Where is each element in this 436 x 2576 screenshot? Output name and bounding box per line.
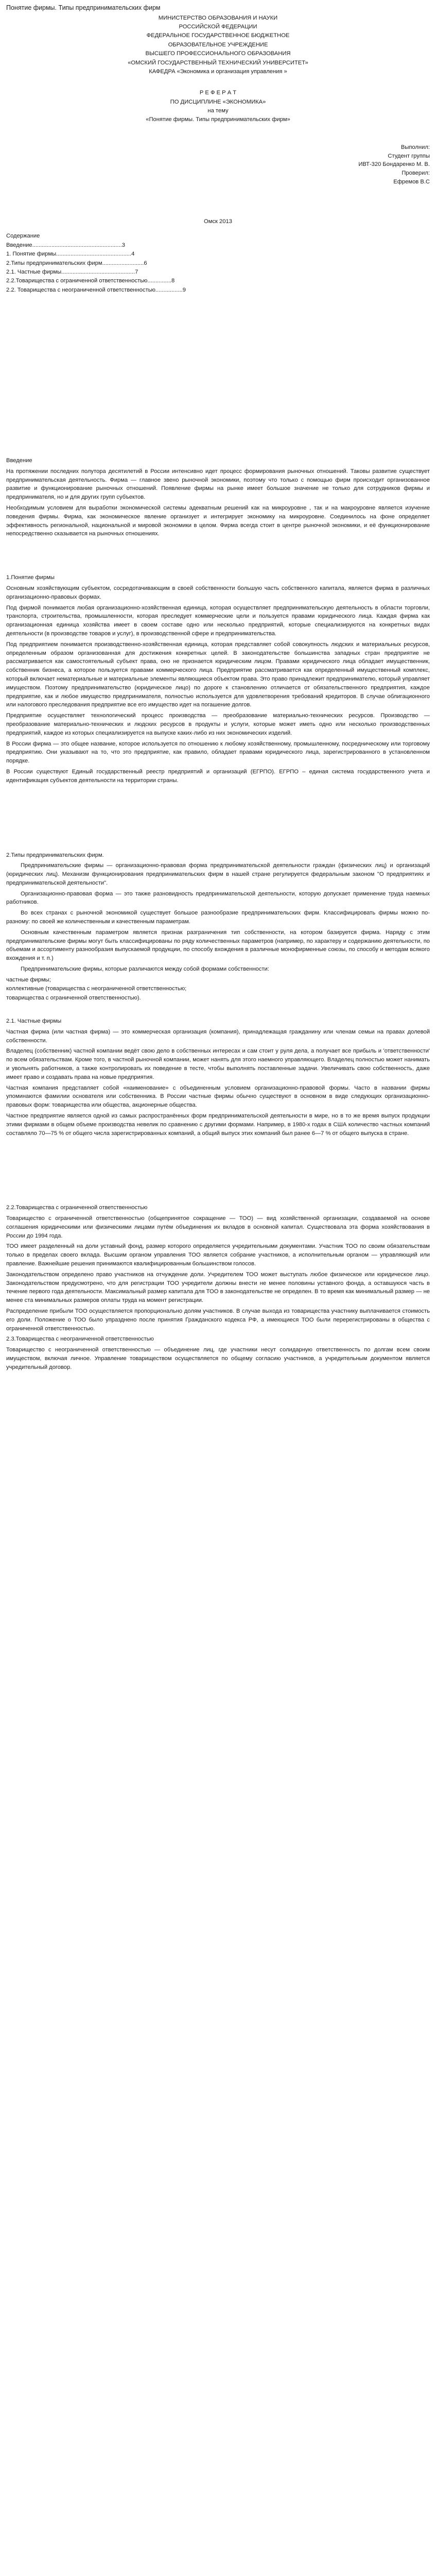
- section-2-2-heading: 2.2.Товарищества с ограниченной ответственностью: [6, 1205, 148, 1211]
- section-2-3: [6, 1335, 430, 1371]
- section-2-1-paragraph: Частное предприятие является одной из самых распространённых форм предпринимательской деятельности в мире, но в то же время выпуск продукции этими фирмами в общем объеме производства невелик по сравнению с другими формами. Например, в 1980-х годах в США количество частных компаний составляло 70—75 % от общего числа зарегистрированных компаний, а общий выпуск этих компаний был ранее 6—7 % от общего выпуска в стране.: [6, 1112, 430, 1137]
- section-2-2-paragraph: Распределение прибыли ТОО осуществляется пропорционально долям участников. В случае выхода из товарищества участнику выплачивается стоимость его доли. Положение о ТОО было упразднено после принятия Гражданского кодекса РФ, а имеющиеся ТОО были перерегистрированы в общества с ограниченной ответственностью.: [6, 1308, 430, 1332]
- checker-name: Ефремов В.С: [393, 178, 430, 185]
- list-item: коллективные (товарищества с неограниченной ответственностью;: [6, 986, 187, 992]
- city-year: Омск 2013: [204, 218, 232, 225]
- institution-line-1: ФЕДЕРАЛЬНОЕ ГОСУДАРСТВЕННОЕ БЮДЖЕТНОЕ: [146, 32, 290, 39]
- section-2-1-heading: 2.1. Частные фирмы: [6, 1018, 62, 1024]
- section-1-paragraph: Под фирмой понимается любая организационно-хозяйственная единица, которая осуществляет предпринимательскую деятельность в области торговли, транспорта, строительства, промышленности, которая преследует коммерческие цели и пользуется правами юридического лица. Каждая фирма как организационная единица хозяйства имеет в своем составе одно или несколько предприятий, которые специализируются на конкретных видах деятельности (в производстве товаров и услуг), в производственной сфере и предпринимательства.: [6, 604, 430, 637]
- title-page: [6, 14, 430, 226]
- university-line: «ОМСКИЙ ГОСУДАРСТВЕННЫЙ ТЕХНИЧЕСКИЙ УНИВЕРСИТЕТ»: [128, 59, 308, 66]
- toc-item: 2.1. Частные фирмы..............................................7: [6, 268, 138, 275]
- document-title: Понятие фирмы. Типы предпринимательских фирм: [6, 4, 161, 11]
- toc-heading: Содержание: [6, 233, 40, 240]
- section-2-1-paragraph: Владелец (собственник) частной компании ведёт свою дело в собственных интересах и сам стоит у руля дела, а получает все прибыль и 'ответственности' по всем обязательствам. Кроме того, в частной рыночной компании, может нанять для этого наемного управляющего. Владелец полностью может нанимать и увольнять работников, а также контролировать их поведение в тесте, чтобы выполнять поставленные задачи. Увеличивать свою собственность, даже имеет право и создавать права на новые предприятия.: [6, 1048, 430, 1080]
- toc-item: 2.Типы предпринимательских фирм..........................6: [6, 260, 147, 266]
- section-2-1-paragraph: Частная компания представляет собой «наименование» с объединенным условием организационно-правовой формы. Часто в названии фирмы упоминаются фамилии основателя или собственника. В России частные фирмы обычно существуют в основном в виде следующих организационно-правовых форм: товарищества или общества, акционерные общества.: [6, 1084, 430, 1109]
- section-2-3-paragraph: Товарищество с неограниченной ответственностью — объединение лиц, где участники несут солидарную ответственность по долгам всем своим имуществом, включая личное. Управление товариществом осуществляется по общему согласию участников, а учредительным документом является учредительный договор.: [6, 1347, 430, 1370]
- section-2-1: [6, 1017, 430, 1138]
- section-2-paragraph: Предпринимательские фирмы — организационно-правовая форма предпринимательской деятельности граждан (физических лиц) и организаций (юридических лиц). Механизм функционирования предпринимательских фирм в нашей стране регулируется федеральным законом "О предприятиях и предпринимательской деятельности".: [6, 862, 430, 886]
- list-item: частные фирмы;: [6, 976, 51, 983]
- intro-section: [6, 456, 430, 538]
- topic: «Понятие фирмы. Типы предпринимательских фирм»: [146, 116, 290, 123]
- section-2-2-paragraph: Законодательством определено право участников на отчуждение доли. Учредителем ТОО может выступать любое физическое или юридическое лицо. Законодательством предусмотрено, что для регистрации ТОО учредители должны внести не менее половины уставного фонда, а оставшуюся часть в течение первого года деятельности. Максимальный размер капитала для ТОО в законодательстве не определен. В то время как минимальный размер — не менее ста минимальных размеров оплаты труда на момент регистрации.: [6, 1271, 430, 1304]
- toc-item: 2.2.Товарищества с ограниченной ответственностью...............8: [6, 278, 175, 284]
- topic-label: на тему: [207, 107, 229, 114]
- performed-label: Выполнил:: [400, 144, 430, 150]
- toc-item: 2.2. Товарищества с неограниченной ответственностью.................9: [6, 286, 186, 293]
- section-2-2-paragraph: ТОО имеет разделенный на доли уставный фонд, размер которого определяется учредительными документами. Участник ТОО по своим обязательствам только в пределах своего вклада. Высшим органом управления ТОО является собрание участников, а исполнительным органом — управляющий или правление. Важнейшие решения принимаются квалифицированным большинством голосов.: [6, 1243, 430, 1267]
- section-1-heading: 1.Понятие фирмы: [6, 574, 55, 581]
- intro-paragraph: Необходимым условием для выработки экономической системы адекватным решений как на микроуровне , так и на макроуровне является изучение поведения фирмы. Фирма, как экономическое явление организует и интегрирует экономику на микроуровне. Соединилось на фоне определяет эффективность региональной, национальной и мировой экономики в целом. Фирма всегда стоит в центре рыночной экономики, и её функционирование непосредственно сказывается на рыночных отношениях.: [6, 504, 430, 537]
- section-2-paragraph: Предпринимательские фирмы, которые различаются между собой формами собственности:: [21, 966, 269, 973]
- work-type: Р Е Ф Е Р А Т: [199, 90, 237, 96]
- toc-item: Введение........................................................3: [6, 242, 125, 248]
- section-2-paragraph: Основным качественным параметром является признак разграничения тип собственности, на котором базируется фирма. Наряду с этим предпринимательские фирмы могут быть классифицированы по ряду количественных параметров (например, по характеру и содержанию деятельности, по объемам и ассортименту разнообразия выпускаемой продукции, по способу вхождения в различные монофирменные союзы, по способу и методам всякого вхождения и т. п.): [6, 929, 430, 962]
- country-line: РОССИЙСКОЙ ФЕДЕРАЦИИ: [179, 24, 257, 30]
- section-2-3-heading: 2.3.Товарищества с неограниченной ответственностью: [6, 1336, 154, 1343]
- institution-line-2: ОБРАЗОВАТЕЛЬНОЕ УЧРЕЖДЕНИЕ: [168, 41, 268, 48]
- table-of-contents: [6, 232, 430, 295]
- student-label: Студент группы: [388, 152, 430, 159]
- section-1-paragraph: В России существуют Единый государственный реестр предприятий и организаций (ЕГРПО). ЕГРПО – единая система государственного учета и идентификация субъектов деятельности на территории страны.: [6, 768, 430, 784]
- institution-line-3: ВЫСШЕГО ПРОФЕССИОНАЛЬНОГО ОБРАЗОВАНИЯ: [145, 50, 291, 57]
- section-2-heading: 2.Типы предпринимательских фирм.: [6, 852, 104, 858]
- intro-heading: Введение: [6, 457, 32, 464]
- section-1-paragraph: Под предприятием понимается производственно-хозяйственная единица, которая представляет собой совокупность людских и материальных ресурсов, определенным образом организованная для достижения конкретных целей. В законодательстве большинства западных стран предприятие не рассматривается как самостоятельный субъект права, оно не признается юридическим лицом. Правами юридического лица обладает имущественник, собственник бизнеса, а которое пользуется правами коммерческого лица. Предприятие рассматривается как определенный имущественный комплекс, который включает нематериальные и материальные элементы являющиеся объектом права. Это право принадлежит предпринимателю, который управляет имуществом. Поэтому предпринимательство (юридическое лицо) по дороге к становлению отличается от обязательственного предприятия, каждое предприятие, как и любое имущество предпринимателя, полностью используется для удовлетворения требований кредиторов. В случае облигационного или налогового преследования предприятие все его имущество идет на погашение долгов.: [6, 641, 430, 708]
- section-1-paragraph: Предприятие осуществляет технологический процесс производства — преобразование материально-технических ресурсов. Производство — преобразование материально-технических и людских ресурсов в продукты и услуги, которые может иметь одно или несколько производственных предприятий, каждое из которых специализируется на выпуске каких-либо из них экономических изделий.: [6, 713, 430, 736]
- checked-label: Проверил:: [402, 170, 430, 177]
- intro-paragraph: На протяжении последних полутора десятилетий в России интенсивно идет процесс формирования рыночных отношений. Таковы развитие существует предпринимательская деятельность. Фирма — главное звено рыночной экономики, поэтому что только с помощью фирм происходит организованное развитие и функционирование рыночных отношений. Появление фирмы на рынке имеет большое значение не только для сотрудников фирмы и предпринимателя, но и для других групп субъектов.: [6, 468, 430, 501]
- student-group: ИВТ-320 Бондаренко М. В.: [358, 161, 430, 168]
- section-1-paragraph: Основным хозяйствующим субъектом, сосредотачивающим в своей собственности большую часть собственного капитала, является фирма в различных организационно-правовых формах.: [6, 585, 430, 600]
- section-1: [6, 573, 430, 785]
- section-2-2-paragraph: Товарищество с ограниченной ответственностью (общепринятое сокращение — ТОО) — вид хозяйственной организации, создаваемой на основе соглашения юридическими или физическими лицами путём объединения их вкладов в основной капитал. Существовала эта форма хозяйствования в России до 1994 года.: [6, 1215, 430, 1239]
- section-2-2: [6, 1204, 430, 1333]
- section-1-paragraph: В России фирма — это общее название, которое используется по отношению к любому хозяйственному, промышленному, посредническому или торговому предприятию. Они указывают на то, что это предприятие, как правило, обладает правами юридического лица, зарегистрированного в установленном порядке.: [6, 740, 430, 765]
- section-2-1-paragraph: Частная фирма (или частная фирма) — это коммерческая организация (компания), принадлежащая гражданину или членам семьи на правах долевой собственности.: [6, 1028, 430, 1044]
- section-2: [6, 851, 430, 1003]
- section-2-paragraph: Организационно-правовая форма — это также разновидность предпринимательской деятельности, которую допускает применение труда наемных работников.: [6, 890, 430, 906]
- ministry-line: МИНИСТЕРСТВО ОБРАЗОВАНИЯ И НАУКИ: [158, 14, 278, 21]
- toc-item: 1. Понятие фирмы...............................................4: [6, 251, 135, 258]
- discipline: ПО ДИСЦИПЛИНЕ «ЭКОНОМИКА»: [170, 98, 266, 105]
- list-item: товарищества с ограниченной ответственностью).: [6, 994, 141, 1001]
- section-2-paragraph: Во всех странах с рыночной экономикой существует большое разнообразие предпринимательских фирм. Классифицировать фирмы можно по-разному: по своей же количественным и качественным параметрам.: [6, 910, 430, 925]
- department-line: КАФЕДРА «Экономика и организация управления »: [149, 68, 287, 75]
